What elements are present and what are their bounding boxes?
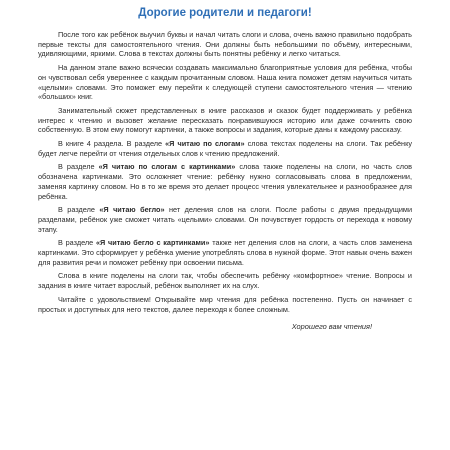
section-name-fluent: «Я читаю бегло» xyxy=(99,205,165,215)
paragraph-text: также нет деления слов на слоги, а часть слов заменена картинками. Это сформирует у ребёнка умение употреблять слова в нужной форме. Этот навык очень важен для развития речи и поможет ребёнку при освоении письма. xyxy=(38,238,412,267)
paragraph-text: В книге 4 раздела. В разделе xyxy=(58,139,166,149)
paragraph-text: В разделе xyxy=(58,205,100,215)
section-name-syllables: «Я читаю по слогам» xyxy=(165,139,245,149)
section-name-syllables-pictures: «Я читаю по слогам с картинками» xyxy=(98,162,236,172)
closing-wish: Хорошего вам чтения! xyxy=(291,322,372,332)
paragraph-plot: Занимательный сюжет представленных в книге рассказов и сказок будет поддерживать у ребёнка интерес к чтению и вызовет желание пересказать понравившуюся историю или даже сочинить свою собственную. В этом ему помогут картинки, а также вопросы и задания, которые даны к каждому рассказу. xyxy=(38,105,412,135)
section-name-fluent-pictures: «Я читаю бегло с картинками» xyxy=(95,238,210,248)
page-title: Дорогие родители и педагоги! xyxy=(138,7,312,19)
paragraph-syllables-note: Слова в книге поделены на слоги так, чтобы обеспечить ребёнку «комфортное» чтение. Вопросы и задания в книге читает взрослый, ребёнок выполняет их на слух. xyxy=(38,271,412,291)
paragraph-encouragement: Читайте с удовольствием! Открывайте мир чтения для ребёнка постепенно. Пусть он начинает с простых и доступных для него текстов, далее переходя к более сложным. xyxy=(38,294,412,314)
paragraph-intro: После того как ребёнок выучил буквы и начал читать слоги и слова, очень важно правильно подобрать первые тексты для самостоятельного чтения. Они должны быть небольшими по объёму, интересными, удивляющими, яркими. Слова в текстах должны быть понятны ребёнку и легко читаться. xyxy=(38,30,412,59)
paragraph-text: В разделе xyxy=(58,238,96,248)
paragraph-section-4 xyxy=(38,238,412,267)
paragraph-section-1 xyxy=(38,139,412,158)
paragraph-text: слова также поделены на слоги, но часть слов обозначена картинками. Это осложняет чтение: ребёнку нужно согласовывать слова в предложении, заменяя картинку словом. Но в то же время это делает процесс чтения увлекательнее и разнообразнее для ребёнка. xyxy=(38,162,413,201)
paragraph-text: В разделе xyxy=(58,162,99,172)
paragraph-text: слова текстах поделены на слоги. Так ребёнку будет легче перейти от чтения отдельных слов к чтению предложений. xyxy=(38,139,412,158)
paragraph-text: нет деления слов на слоги. После работы с двумя предыдущими разделами, ребёнок уже сможет читать «целыми» словами. Он почувствует гордость от перехода к новому этапу. xyxy=(38,205,413,234)
paragraph-stage: На данном этапе важно всячески создавать максимально благоприятные условия для ребёнка, чтобы он чувствовал себя увереннее с каждым прочитанным словом. Наша книга поможет детям научиться читать «целыми» словами. Это поможет ему перейти к следующей ступени самостоятельного чтения — чтению «больших» книг. xyxy=(38,63,412,102)
paragraph-section-2 xyxy=(38,162,412,201)
paragraph-section-3 xyxy=(38,205,412,234)
